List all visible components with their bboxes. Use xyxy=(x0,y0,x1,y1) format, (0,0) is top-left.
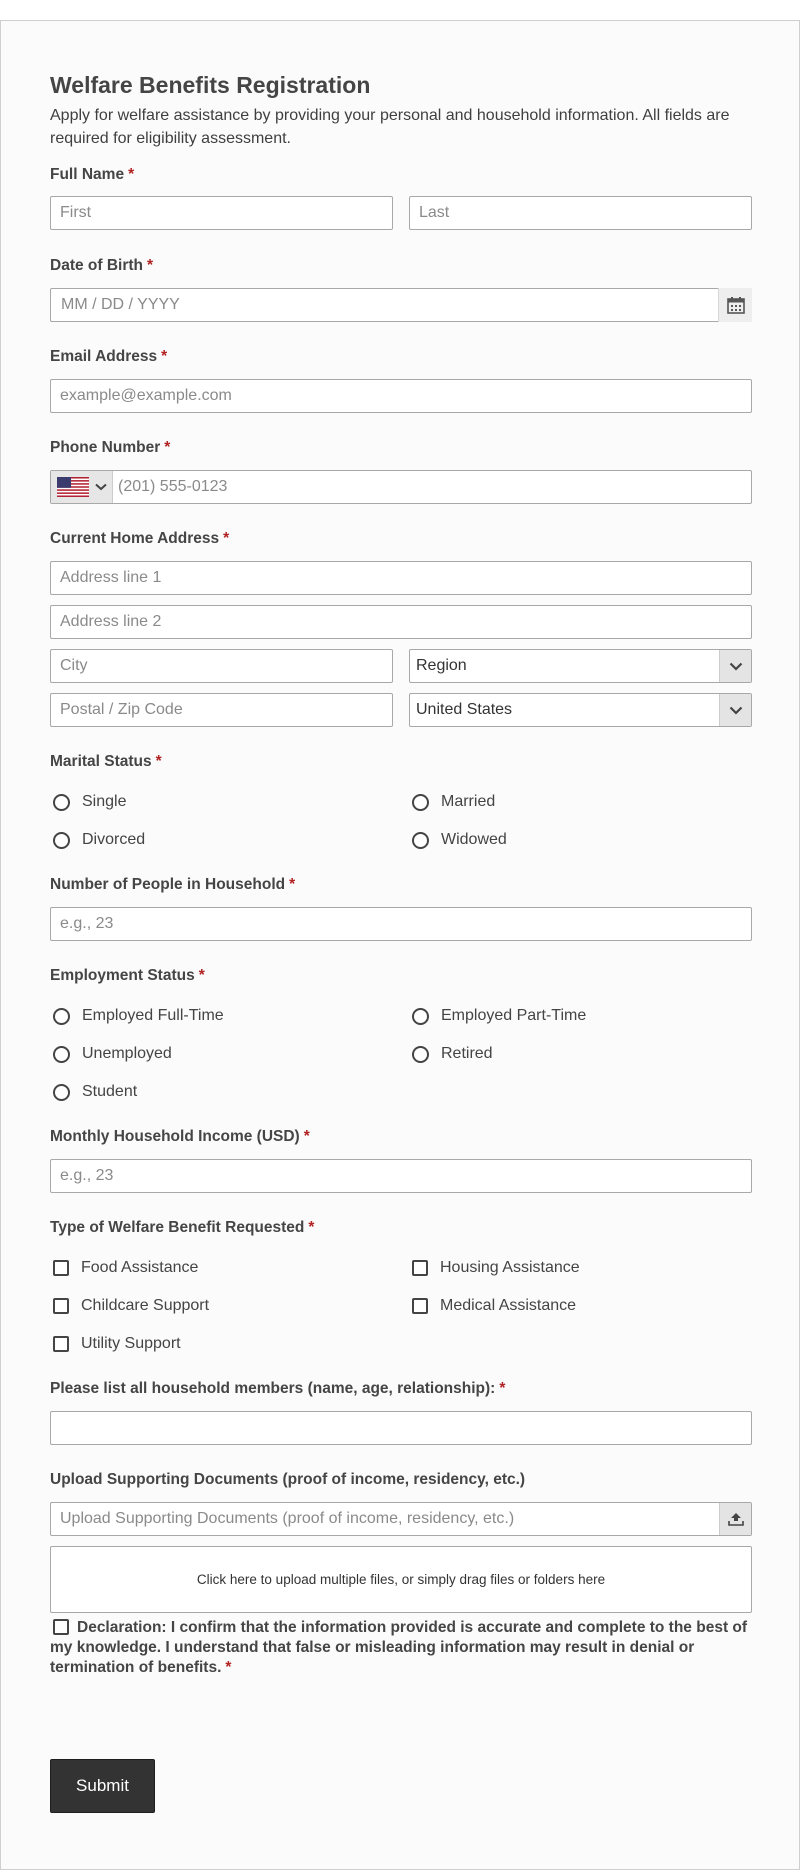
country-code-selector[interactable] xyxy=(51,471,113,503)
household-label xyxy=(50,876,295,894)
region-select-value: Region xyxy=(416,657,467,674)
address-label-text: Current Home Address xyxy=(50,530,220,547)
city-input[interactable] xyxy=(50,649,393,683)
employment-option-unemployed[interactable] xyxy=(50,1043,172,1065)
required-marker: * xyxy=(223,530,230,547)
country-select-value: United States xyxy=(416,701,513,718)
address-line2-input[interactable] xyxy=(50,605,752,639)
checkbox[interactable] xyxy=(412,1298,428,1314)
required-marker: * xyxy=(303,1128,310,1145)
phone-input[interactable] xyxy=(50,470,752,504)
option-label: Housing Assistance xyxy=(440,1259,580,1276)
marital-option-divorced[interactable] xyxy=(50,829,145,851)
radio-button[interactable] xyxy=(53,1084,70,1101)
income-label xyxy=(50,1128,310,1146)
radio-button[interactable] xyxy=(53,794,70,811)
required-marker: * xyxy=(499,1380,506,1397)
upload-field xyxy=(50,1502,752,1536)
calendar-icon xyxy=(726,295,746,315)
declaration-text: Declaration: I confirm that the information provided is accurate and complete to the best of my knowledge. I understand that false or misleading information may result in denial or termination of benefits. xyxy=(50,1619,748,1676)
marital-option-single[interactable] xyxy=(50,791,126,813)
full-name-label xyxy=(50,166,134,184)
phone-label-text: Phone Number xyxy=(50,439,161,456)
checkbox[interactable] xyxy=(53,1298,69,1314)
option-label: Married xyxy=(441,793,496,810)
chevron-down-icon xyxy=(729,706,743,715)
income-input[interactable] xyxy=(50,1159,752,1193)
option-label: Retired xyxy=(441,1045,493,1062)
required-marker: * xyxy=(225,1659,232,1676)
radio-button[interactable] xyxy=(53,1046,70,1063)
benefit-option-medical[interactable] xyxy=(409,1295,576,1317)
upload-label xyxy=(50,1471,525,1489)
employment-label xyxy=(50,967,205,985)
dob-calendar-button[interactable] xyxy=(718,288,752,322)
employment-option-full-time[interactable] xyxy=(50,1005,224,1027)
upload-label-text: Upload Supporting Documents (proof of income, residency, etc.) xyxy=(50,1471,526,1488)
income-label-text: Monthly Household Income (USD) xyxy=(50,1128,300,1145)
option-label: Employed Part-Time xyxy=(441,1007,587,1024)
radio-button[interactable] xyxy=(412,1008,429,1025)
upload-input[interactable] xyxy=(50,1502,752,1536)
required-marker: * xyxy=(164,439,171,456)
form-container xyxy=(0,20,800,1870)
required-marker: * xyxy=(155,753,162,770)
declaration xyxy=(50,1618,752,1678)
declaration-checkbox[interactable] xyxy=(53,1619,69,1635)
checkbox[interactable] xyxy=(53,1260,69,1276)
option-label: Unemployed xyxy=(82,1045,172,1062)
address-line1-input[interactable] xyxy=(50,561,752,595)
region-dropdown-arrow[interactable] xyxy=(719,650,751,682)
benefit-option-childcare[interactable] xyxy=(50,1295,209,1317)
radio-button[interactable] xyxy=(53,832,70,849)
region-select[interactable] xyxy=(409,649,752,683)
dropzone-text: Click here to upload multiple files, or simply drag files or folders here xyxy=(196,1572,606,1587)
option-label: Single xyxy=(82,793,127,810)
email-label xyxy=(50,348,167,366)
required-marker: * xyxy=(147,257,154,274)
marital-status-label xyxy=(50,753,162,771)
household-size-input[interactable] xyxy=(50,907,752,941)
radio-button[interactable] xyxy=(412,1046,429,1063)
phone-field xyxy=(50,470,752,504)
full-name-label-text: Full Name xyxy=(50,166,125,183)
checkbox[interactable] xyxy=(53,1336,69,1352)
dob-label xyxy=(50,257,153,275)
us-flag-icon xyxy=(57,477,89,497)
option-label: Medical Assistance xyxy=(440,1297,577,1314)
upload-icon xyxy=(728,1512,744,1526)
radio-button[interactable] xyxy=(412,832,429,849)
option-label: Divorced xyxy=(82,831,146,848)
option-label: Widowed xyxy=(441,831,507,848)
file-dropzone[interactable] xyxy=(50,1546,752,1613)
household-members-label xyxy=(50,1380,505,1398)
phone-label xyxy=(50,439,170,457)
required-marker: * xyxy=(289,876,296,893)
upload-button[interactable] xyxy=(719,1503,751,1535)
benefit-option-utility[interactable] xyxy=(50,1333,181,1355)
option-label: Employed Full-Time xyxy=(82,1007,224,1024)
household-members-textarea[interactable] xyxy=(50,1411,752,1445)
employment-label-text: Employment Status xyxy=(50,967,195,984)
option-label: Childcare Support xyxy=(81,1297,210,1314)
address-label xyxy=(50,530,229,548)
employment-option-retired[interactable] xyxy=(409,1043,493,1065)
required-marker: * xyxy=(198,967,205,984)
form-description: Apply for welfare assistance by providing your personal and household information. All fields are required for eligibility assessment. xyxy=(50,107,730,147)
benefit-option-housing[interactable] xyxy=(409,1257,580,1279)
option-label: Utility Support xyxy=(81,1335,181,1352)
form-title: Welfare Benefits Registration xyxy=(50,72,371,98)
required-marker: * xyxy=(161,348,168,365)
marital-status-label-text: Marital Status xyxy=(50,753,152,770)
marital-option-widowed[interactable] xyxy=(409,829,507,851)
chevron-down-icon xyxy=(95,483,107,491)
chevron-down-icon xyxy=(729,662,743,671)
email-label-text: Email Address xyxy=(50,348,158,365)
required-marker: * xyxy=(128,166,135,183)
employment-option-student[interactable] xyxy=(50,1081,137,1103)
first-name-input[interactable] xyxy=(50,196,393,230)
employment-option-part-time[interactable] xyxy=(409,1005,586,1027)
household-label-text: Number of People in Household xyxy=(50,876,286,893)
dob-field xyxy=(50,288,752,322)
household-members-label-text: Please list all household members (name, age, relationship): xyxy=(50,1380,496,1397)
radio-button[interactable] xyxy=(412,794,429,811)
country-select[interactable] xyxy=(409,693,752,727)
option-label: Student xyxy=(82,1083,138,1100)
dob-input[interactable] xyxy=(50,288,752,322)
country-dropdown-arrow[interactable] xyxy=(719,694,751,726)
option-label: Food Assistance xyxy=(81,1259,199,1276)
radio-button[interactable] xyxy=(53,1008,70,1025)
submit-button[interactable]: Submit xyxy=(50,1759,155,1813)
benefits-label-text: Type of Welfare Benefit Requested xyxy=(50,1219,305,1236)
last-name-input[interactable] xyxy=(409,196,752,230)
required-marker: * xyxy=(308,1219,315,1236)
postal-code-input[interactable] xyxy=(50,693,393,727)
marital-option-married[interactable] xyxy=(409,791,495,813)
benefits-label xyxy=(50,1219,314,1237)
dob-label-text: Date of Birth xyxy=(50,257,143,274)
email-input[interactable] xyxy=(50,379,752,413)
benefit-option-food[interactable] xyxy=(50,1257,198,1279)
checkbox[interactable] xyxy=(412,1260,428,1276)
